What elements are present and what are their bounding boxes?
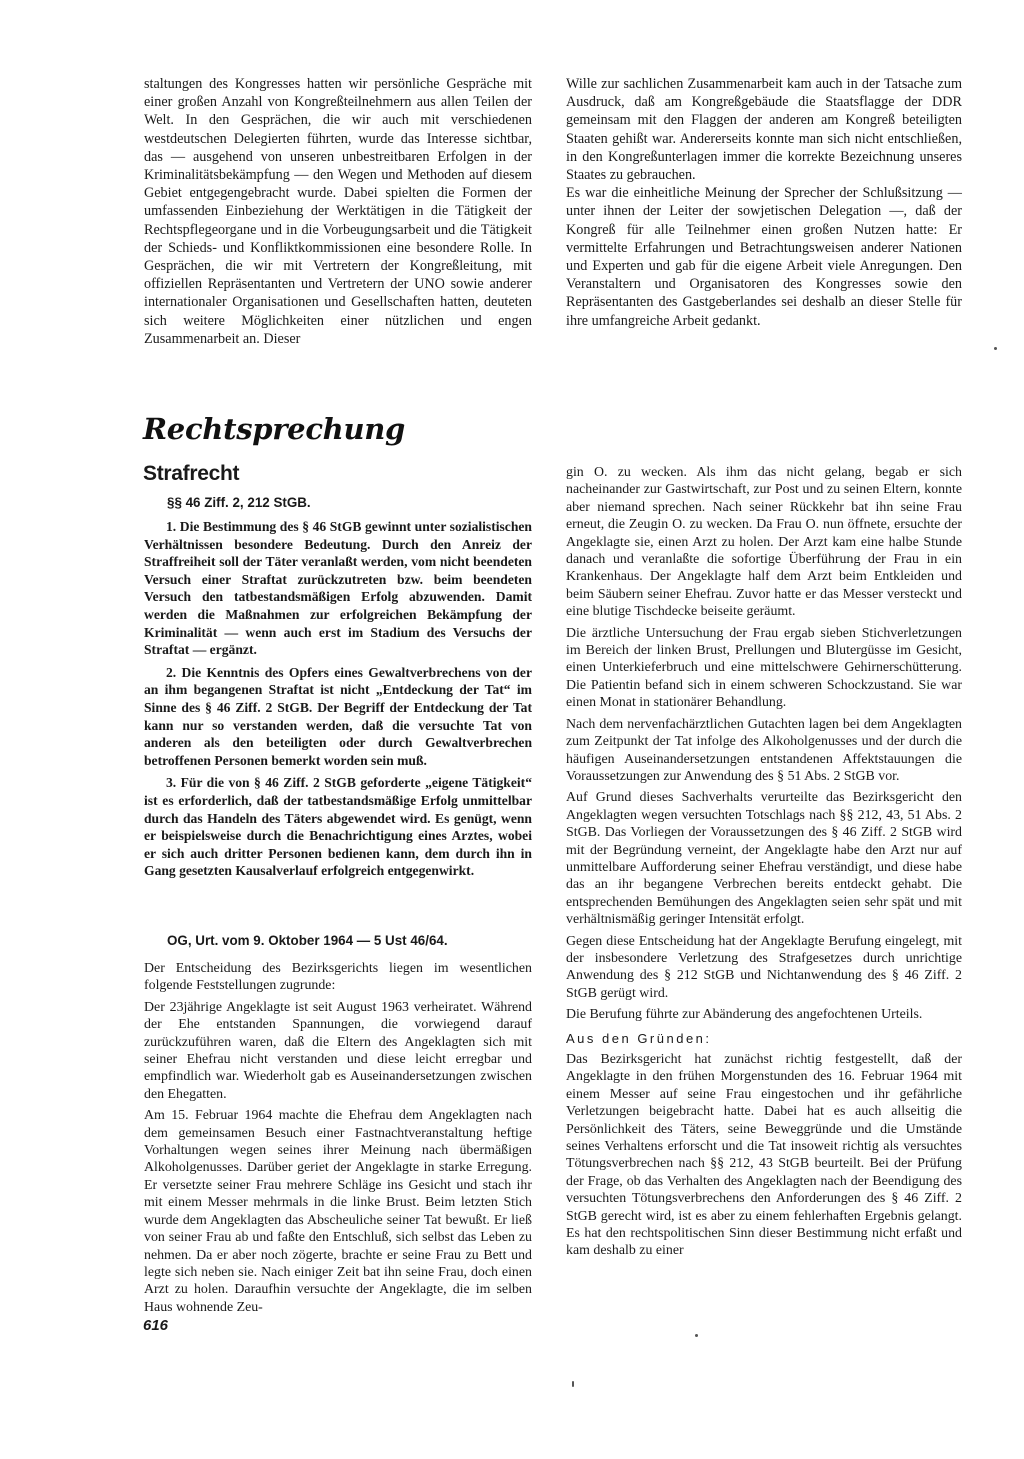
scan-speck [994, 347, 997, 350]
statute-citation: §§ 46 Ziff. 2, 212 StGB. [167, 495, 311, 510]
top-right-paragraph-2: Es war die einheitliche Meinung der Sprecher der Schlußsitzung — unter ihnen der Leiter der sowjetischen Delegation —, daß der Kongreß für alle Teilnehmer einen großen Nutzen hatte: Er vermittelte Erfahrungen und Betrachtungsweisen anderer Nationen und Experten und gab für die eigene Arbeit viele Anregungen. Den Veranstaltern und Organisatoren des Kongresses sowie den Repräsentanten des Gastgeberlandes sei deshalb an dieser Stelle für ihre umfangreiche Arbeit gedankt. [566, 185, 962, 329]
reasons-heading: Aus den Gründen: [566, 1030, 712, 1046]
right-body-column [566, 464, 962, 1260]
scan-speck [695, 1334, 698, 1337]
right-body-paragraph-5: Gegen diese Entscheidung hat der Angeklagte Berufung eingelegt, mit der insbesondere Verletzung des Strafgesetzes durch unrichtige Anwendung des § 212 StGB und Nichtanwendung des § 46 Ziff. 2 StGB gerügt wird. [566, 933, 962, 1001]
scan-speck [572, 1381, 574, 1387]
top-left-paragraph: staltungen des Kongresses hatten wir persönliche Gespräche mit einer großen Anzahl von Kongreßteilnehmern aus allen Teilen der Welt. In den Gesprächen, die wir auch mit verschiedenen westdeutschen Delegierten führten, wurde das Interesse sichtbar, das — ausgehend von unseren unbestreitbaren Erfolgen in der Kriminalitätsbekämpfung — den Wegen und Methoden auf diesem Gebiet entgegengebracht wurde. Dabei spielten die Formen der umfassenden Einbeziehung der Werktätigen in die Tätigkeit der Rechtspflegeorgane und in die Vorbeugungsarbeit und die Tätigkeit der Schieds- und Konfliktkommissionen eine besondere Rolle. In Gesprächen, die wir mit Vertretern der Kongreßleitung, mit offiziellen Repräsentanten und Vertretern der UNO sowie anderer internationaler Organisationen und Gesellschaften hatten, deuteten sich weitere Möglichkeiten einer nützlichen und engen Zusammenarbeit an. Dieser [144, 76, 532, 347]
left-body-paragraph-3: Am 15. Februar 1964 machte die Ehefrau dem Angeklagten nach dem gemeinsamen Besuch einer Fastnachtveranstaltung heftige Vorhaltungen wegen seines ihrer Meinung nach übermäßigen Alkoholgenusses. Darüber geriet der Angeklagte in starke Erregung. Er versetzte seiner Frau mehrere Schläge ins Gesicht und stach ihr mit einem Messer mehrmals in die linke Brust. Beim letzten Stich wurde dem Angeklagten das Abscheuliche seiner Tat bewußt. Er ließ von seiner Frau ab und faßte den Entschluß, sich selbst das Leben zu nehmen. Da er aber noch zögerte, brachte er seine Frau zu Bett und legte sich neben sie. Nach einiger Zeit bat ihn seine Frau, doch einen Arzt zu holen. Daraufhin versuchte der Angeklagte, die im selben Haus wohnende Zeu- [144, 1108, 532, 1315]
reasons-paragraph: Das Bezirksgericht hat zunächst richtig festgestellt, daß der Angeklagte in den frühen Morgenstunden des 16. Februar 1964 mit einem Messer auf seine Frau eingestochen und ihr gefährliche Verletzungen beigebracht hatte. Dabei hat es auch allseitig die Persönlichkeit des Täters, seine Beweggründe und die Umstände seines Verhaltens erforscht und die Tat insoweit richtig als versuchtes Tötungsverbrechen nach §§ 212, 43 StGB beurteilt. Bei der Prüfung der Frage, ob das Verhalten des Angeklagten nach der Beendigung des versuchten Tötungsverbrechens den Anforderungen des § 46 Ziff. 2 StGB gerecht wird, ist es aber zu einem fehlerhaften Ergebnis gelangt. Es hat den rechtspolitischen Sinn dieser Bestimmung nicht erfaßt und kam deshalb zu einer [566, 1052, 962, 1259]
lead-sentence-2: 2. Die Kenntnis des Opfers eines Gewaltverbrechens von der an ihm begangenen Straftat ist nicht „Entdeckung der Tat“ im Sinne des § 46 Ziff. 2 StGB. Der Begriff der Entdeckung der Tat kann nur so verstanden werden, daß die versuchte Tat von anderen als den beteiligten oder durch Gewaltverbrechen betroffenen Personen bemerkt worden sein muß. [144, 664, 532, 768]
left-body-column [144, 960, 532, 1316]
lead-sentence-3: 3. Für die von § 46 Ziff. 2 StGB geforderte „eigene Tätigkeit“ ist es erforderlich, daß der tatbestandsmäßige Erfolg unmittelbar durch das Handeln des Täters abgewendet wird. Es genügt, wenn er beispielsweise durch die Benachrichtigung eines Arztes, wobei er sich auch dritter Personen bedienen kann, dem durch ihn in Gang gesetzten Kausalverlauf erfolgreich entgegenwirkt. [144, 775, 532, 879]
left-body-paragraph-1: Der Entscheidung des Bezirksgerichts liegen im wesentlichen folgende Feststellungen zugrunde: [144, 961, 532, 994]
top-right-column [566, 75, 962, 330]
right-body-paragraph-1: gin O. zu wecken. Als ihm das nicht gelang, begab er sich nacheinander zur Gastwirtschaft, zur Post und zu seinen Eltern, konnte aber niemand sprechen. Nach seiner Rückkehr bat ihn seine Frau erneut, die Zeugin O. zu wecken. Da Frau O. nun öffnete, ersuchte der Angeklagte sie, einen Arzt zu holen. Der Arzt kam eine halbe Stunde danach und veranlaßte die sofortige Überführung der Frau in ein Krankenhaus. Der Angeklagte half dem Arzt beim Entkleiden und beim Säubern seiner Ehefrau. Zuvor hatte er das Messer versteckt und eine blutige Tischdecke beiseite geräumt. [566, 465, 962, 620]
lead-sentence-1: 1. Die Bestimmung des § 46 StGB gewinnt unter sozialistischen Verhältnissen besondere Bedeutung. Durch den Anreiz der Straffreiheit soll der Täter veranlaßt werden, vom nicht beendeten Versuch einer Straftat zurückzutreten bzw. beim beendeten Versuch den tatbestandsmäßigen Erfolg abzuwenden. Damit werden die Maßnahmen zur erfolgreichen Bekämpfung der Kriminalität — wenn auch erst im Stadium des Versuchs der Straftat — ergänzt. [144, 519, 532, 658]
lead-sentences [144, 518, 532, 880]
court-reference: OG, Urt. vom 9. Oktober 1964 — 5 Ust 46/64. [167, 933, 448, 948]
right-body-paragraph-4: Auf Grund dieses Sachverhalts verurteilte das Bezirksgericht den Angeklagten wegen versuchten Totschlags nach §§ 212, 43, 51 Abs. 2 StGB. Das Vorliegen der Voraussetzungen des § 46 Ziff. 2 StGB wird mit der Begründung verneint, der Angeklagte habe den Arzt nur auf unmittelbare Aufforderung seiner Ehefrau verständigt, und diese habe das an ihr begangene Verbrechen bereits entdeckt gehabt. Die entsprechenden Bemühungen des Angeklagten seien sehr spät und mit verhältnismäßig geringer Intensität erfolgt. [566, 790, 962, 928]
page-number: 616 [143, 1317, 169, 1334]
right-body-paragraph-6: Die Berufung führte zur Abänderung des angefochtenen Urteils. [566, 1007, 923, 1023]
top-right-paragraph-1: Wille zur sachlichen Zusammenarbeit kam auch in der Tatsache zum Ausdruck, daß am Kongreßgebäude die Staatsflagge der DDR gemeinsam mit den Flaggen der anderen am Kongreß beteiligten Staaten gehißt war. Andererseits konnte man sich nicht entschließen, in den Kongreßunterlagen immer die korrekte Bezeichnung unseres Staates zu gebrauchen. [566, 76, 962, 184]
rubric-title: Rechtsprechung [143, 412, 406, 446]
left-body-paragraph-2: Der 23jährige Angeklagte ist seit August 1963 verheiratet. Während der Ehe entstanden Spannungen, die vorwiegend darauf zurückzuführen waren, daß die Eltern des Angeklagten sich mit seiner Ehefrau nicht verstanden und diese leicht erregbar und empfindlich war. Wiederholt gab es Auseinandersetzungen zwischen den Ehegatten. [144, 999, 532, 1102]
right-body-paragraph-3: Nach dem nervenfachärztlichen Gutachten lagen bei dem Angeklagten zum Zeitpunkt der Tat infolge des Alkoholgenusses und der durch die häufigen Auseinandersetzungen entstandenen Affektstauungen die Voraussetzungen zur Anwendung des § 51 Abs. 2 StGB vor. [566, 716, 962, 784]
right-body-paragraph-2: Die ärztliche Untersuchung der Frau ergab sieben Stichverletzungen im Bereich der linken Brust, Prellungen und Blutergüsse im Gesicht, einen Unterkieferbruch und eine mittelschwere Gehirnerschütterung. Die Patientin befand sich in einem schweren Schockzustand. Sie war einen Monat in stationärer Behandlung. [566, 625, 962, 711]
section-title: Strafrecht [143, 462, 240, 485]
top-left-column [144, 75, 532, 348]
